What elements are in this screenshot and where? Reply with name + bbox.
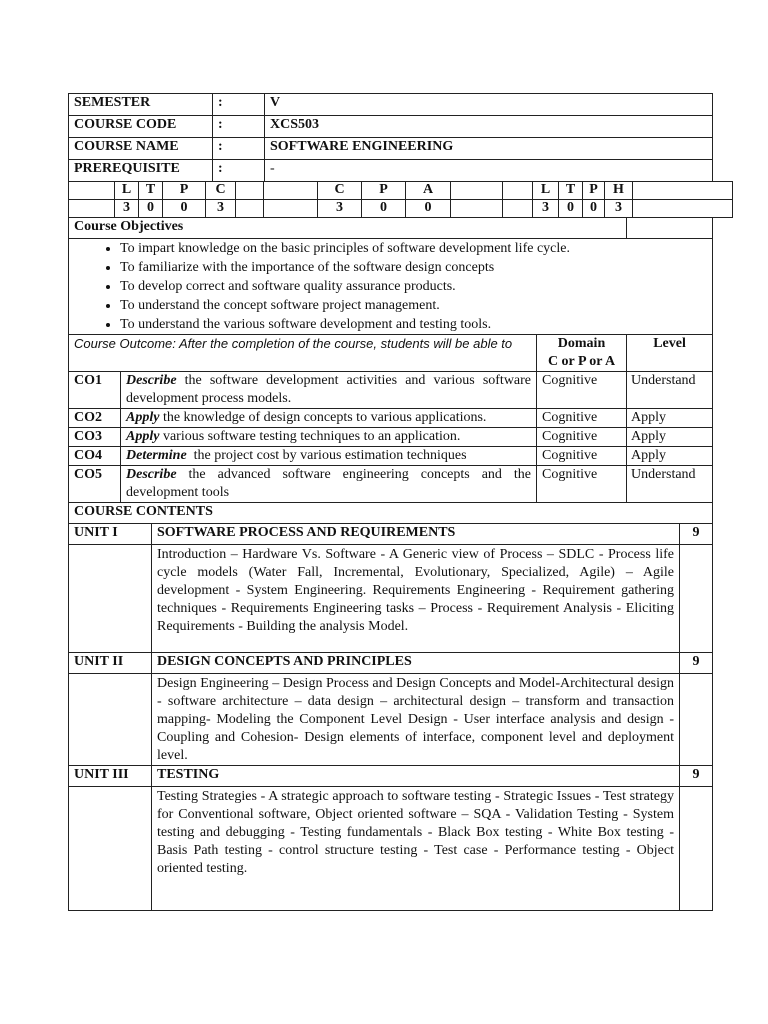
unit-hours: 9: [680, 766, 713, 787]
unit-title: SOFTWARE PROCESS AND REQUIREMENTS: [152, 524, 680, 545]
outcomes-head-row: [69, 335, 713, 372]
objectives-title-row: [69, 218, 713, 239]
blank-cell: [680, 674, 713, 766]
prerequisite-label: PREREQUISITE: [69, 160, 213, 182]
course-code-value: XCS503: [265, 116, 713, 138]
objective-item: • To understand the various software development and testing tools.: [120, 315, 707, 334]
outcome-verb: Determine: [126, 448, 187, 463]
credit-head: C: [318, 182, 362, 200]
outcome-row-co5: [69, 466, 713, 503]
separator: :: [213, 94, 265, 116]
outcome-level: Apply: [627, 409, 713, 428]
credit-value: 0: [362, 200, 406, 218]
credit-head: P: [583, 182, 605, 200]
domain-header: [537, 335, 627, 372]
credits-value-row: [69, 200, 733, 218]
unit-hours: 9: [680, 524, 713, 545]
blank-cell: [680, 545, 713, 653]
unit-topics: Introduction – Hardware Vs. Software - A Generic view of Process – SDLC - Process life cycle models (Water Fall, Incremental, Evolutionary, Specialized, Agile) – Agile development - System Engineering. Requirements Engineering - Requirement gathering techniques - Requirements Engineering tasks – Process - Requirement Analysis - Eliciting Requirements - Building the analysis Model.: [152, 545, 680, 653]
outcome-desc: various software testing techniques to an application.: [159, 429, 461, 444]
header-row-prerequisite: [69, 160, 713, 182]
outcome-row-co3: [69, 428, 713, 447]
outcome-level: Apply: [627, 428, 713, 447]
outcome-domain: Cognitive: [537, 447, 627, 466]
outcome-text: [121, 428, 537, 447]
contents-table: [68, 502, 713, 911]
blank-cell: [451, 200, 503, 218]
credit-head: C: [206, 182, 236, 200]
credits-head-row: [69, 182, 733, 200]
outcome-desc: the software development activities and various software development process models.: [126, 373, 532, 406]
contents-title-row: [69, 503, 713, 524]
blank-cell: [236, 182, 264, 200]
objective-item: • To develop correct and software quality assurance products.: [120, 277, 707, 296]
unit-label: UNIT I: [69, 524, 152, 545]
unit-row-3: [69, 766, 713, 787]
unit-title: DESIGN CONCEPTS AND PRINCIPLES: [152, 653, 680, 674]
credit-head: P: [362, 182, 406, 200]
blank-cell: [503, 182, 533, 200]
contents-title: COURSE CONTENTS: [69, 503, 713, 524]
unit-row-1: [69, 524, 713, 545]
blank-cell: [451, 182, 503, 200]
credit-head: P: [163, 182, 206, 200]
objectives-table: [68, 217, 713, 335]
unit-row-2: [69, 653, 713, 674]
unit-topics-row-1: [69, 545, 713, 653]
credit-value: 3: [605, 200, 633, 218]
domain-header-line1: Domain: [557, 336, 606, 351]
semester-value: V: [265, 94, 713, 116]
outcome-level: Apply: [627, 447, 713, 466]
outcome-row-co1: [69, 372, 713, 409]
blank-cell: [69, 182, 115, 200]
blank-cell: [503, 200, 533, 218]
outcome-desc: the advanced software engineering concepts and the development tools: [126, 467, 532, 500]
blank-cell: [69, 787, 152, 911]
separator: :: [213, 116, 265, 138]
blank-cell: [264, 200, 318, 218]
outcome-text: [121, 372, 537, 409]
credit-value: 0: [163, 200, 206, 218]
credits-grid: [68, 181, 733, 218]
credit-value: 0: [583, 200, 605, 218]
outcome-text: [121, 466, 537, 503]
outcome-desc: the project cost by various estimation techniques: [186, 448, 467, 463]
blank-cell: [633, 200, 733, 218]
outcome-verb: Apply: [126, 410, 160, 425]
blank-cell: [680, 787, 713, 911]
domain-header-line2: C or P or A: [547, 354, 616, 369]
objectives-list: [74, 239, 707, 334]
unit-label: UNIT III: [69, 766, 152, 787]
outcome-domain: Cognitive: [537, 466, 627, 503]
credit-value: 0: [559, 200, 583, 218]
unit-topics-row-3: [69, 787, 713, 911]
blank-cell: [69, 545, 152, 653]
course-name-value: SOFTWARE ENGINEERING: [265, 138, 713, 160]
objectives-list-row: [69, 239, 713, 335]
separator: :: [213, 138, 265, 160]
prerequisite-value: -: [265, 160, 713, 182]
credit-head: A: [406, 182, 451, 200]
unit-topics: Design Engineering – Design Process and Design Concepts and Model-Architectural design - software architecture – data design – architectural design – transform and transaction mapping- Modeling the Component Level Design - User interface analysis and design - Coupling and Cohesion- Design elements of interface, component level and deployment level.: [152, 674, 680, 766]
separator: :: [213, 160, 265, 182]
semester-label: SEMESTER: [69, 94, 213, 116]
unit-topics-row-2: [69, 674, 713, 766]
credit-head: T: [559, 182, 583, 200]
blank-cell: [633, 182, 733, 200]
header-row-semester: [69, 94, 713, 116]
header-row-course-name: [69, 138, 713, 160]
course-name-label: COURSE NAME: [69, 138, 213, 160]
course-code-label: COURSE CODE: [69, 116, 213, 138]
objective-item: • To impart knowledge on the basic principles of software development life cycle.: [120, 239, 707, 258]
unit-topics: Testing Strategies - A strategic approach to software testing - Strategic Issues - Test strategy for Conventional software, Object oriented software – SQA - Validation Testing - System testing and debugging - Testing fundamentals - Black Box testing - White Box testing - Basis Path testing - control structure testing - Test case - Performance testing - Object oriented testing.: [152, 787, 680, 911]
outcome-row-co4: [69, 447, 713, 466]
outcome-verb: Describe: [126, 373, 177, 388]
credit-head: L: [533, 182, 559, 200]
blank-cell: [264, 182, 318, 200]
credit-value: 3: [115, 200, 139, 218]
credit-value: 3: [318, 200, 362, 218]
objective-item: • To understand the concept software project management.: [120, 296, 707, 315]
credit-head: L: [115, 182, 139, 200]
outcome-text: [121, 409, 537, 428]
unit-title: TESTING: [152, 766, 680, 787]
outcome-text: [121, 447, 537, 466]
blank-cell: [236, 200, 264, 218]
outcome-code: CO3: [69, 428, 121, 447]
outcomes-table: [68, 334, 713, 503]
syllabus-sheet: [68, 93, 712, 911]
credit-head: T: [139, 182, 163, 200]
credit-head: H: [605, 182, 633, 200]
outcome-level: Understand: [627, 372, 713, 409]
unit-hours: 9: [680, 653, 713, 674]
course-header-table: [68, 93, 713, 182]
outcome-code: CO2: [69, 409, 121, 428]
unit-label: UNIT II: [69, 653, 152, 674]
objectives-title: Course Objectives: [69, 218, 627, 239]
outcome-domain: Cognitive: [537, 409, 627, 428]
blank-cell: [69, 200, 115, 218]
outcome-verb: Apply: [126, 429, 160, 444]
credit-value: 0: [139, 200, 163, 218]
level-header: Level: [627, 335, 713, 372]
outcome-row-co2: [69, 409, 713, 428]
outcome-verb: Describe: [126, 467, 177, 482]
outcomes-intro: Course Outcome: After the completion of the course, students will be able to: [69, 335, 537, 372]
credit-value: 3: [206, 200, 236, 218]
blank-cell: [627, 218, 713, 239]
outcome-domain: Cognitive: [537, 428, 627, 447]
outcome-desc: the knowledge of design concepts to various applications.: [159, 410, 487, 425]
objective-item: • To familiarize with the importance of the software design concepts: [120, 258, 707, 277]
outcome-domain: Cognitive: [537, 372, 627, 409]
outcome-code: CO1: [69, 372, 121, 409]
credit-value: 3: [533, 200, 559, 218]
blank-cell: [69, 674, 152, 766]
credit-value: 0: [406, 200, 451, 218]
outcome-code: CO5: [69, 466, 121, 503]
outcome-code: CO4: [69, 447, 121, 466]
outcome-level: Understand: [627, 466, 713, 503]
header-row-course-code: [69, 116, 713, 138]
